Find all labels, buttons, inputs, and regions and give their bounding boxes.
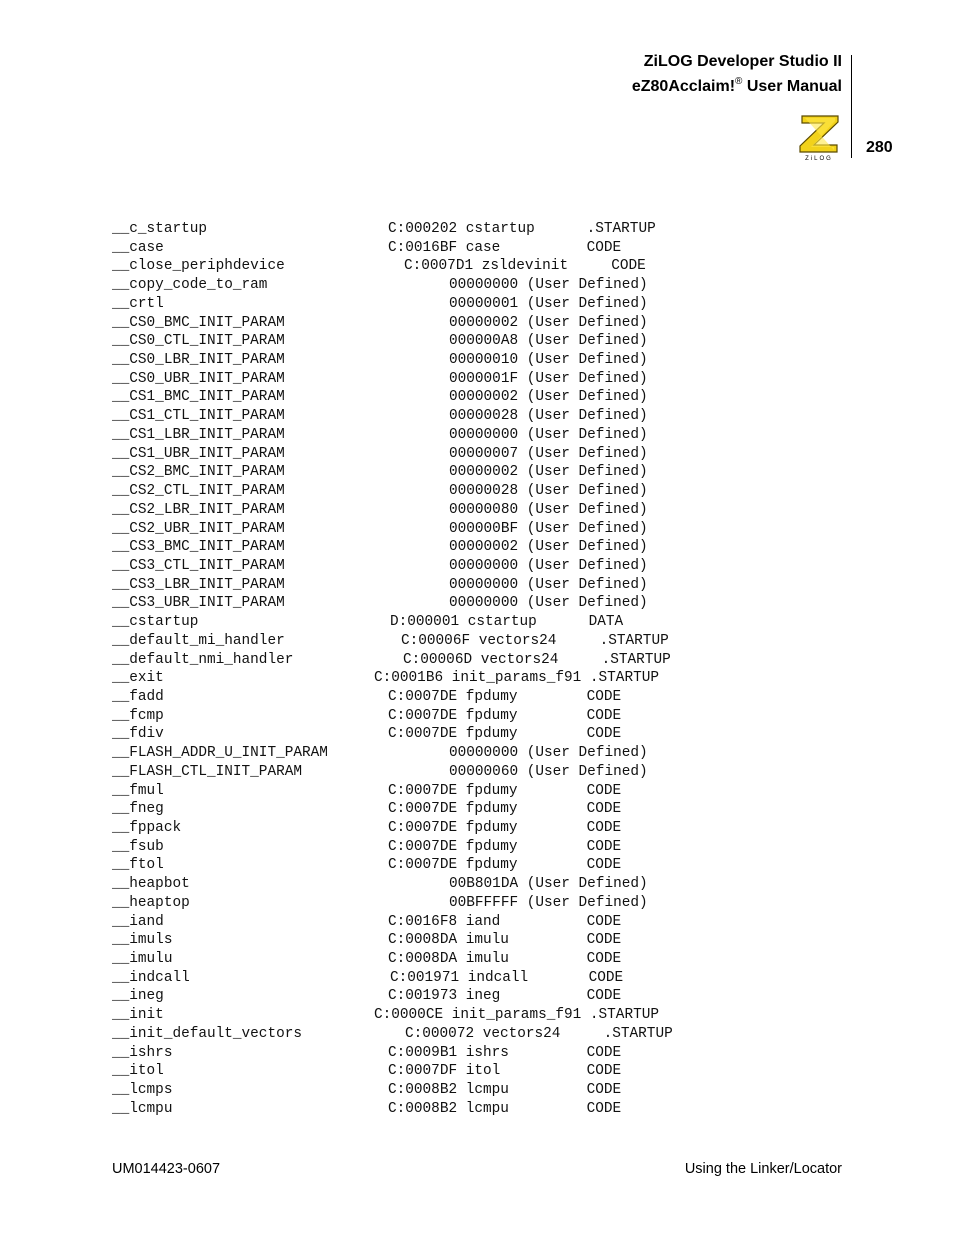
symbol-value: 00000007 (User Defined) xyxy=(449,445,648,462)
listing-row xyxy=(0,520,954,539)
symbol-name: __iand xyxy=(112,913,164,930)
symbol-name: __CS2_UBR_INIT_PARAM xyxy=(112,520,285,537)
symbol-value: C:0007DE fpdumy CODE xyxy=(388,782,622,799)
symbol-name: __CS0_UBR_INIT_PARAM xyxy=(112,370,285,387)
listing-row xyxy=(0,1025,954,1044)
symbol-name: __CS1_LBR_INIT_PARAM xyxy=(112,426,285,443)
symbol-value: 00000000 (User Defined) xyxy=(449,426,648,443)
symbol-value: C:001973 ineg CODE xyxy=(388,988,622,1005)
zilog-logo-icon xyxy=(796,113,842,161)
listing-row xyxy=(0,1044,954,1063)
symbol-value: 00000010 (User Defined) xyxy=(449,352,648,369)
listing-row xyxy=(0,295,954,314)
listing-row xyxy=(0,407,954,426)
listing-row xyxy=(0,1062,954,1081)
symbol-name: __CS2_BMC_INIT_PARAM xyxy=(112,464,285,481)
symbol-value: C:0016F8 iand CODE xyxy=(388,913,622,930)
symbol-name: __fsub xyxy=(112,838,164,855)
symbol-value: 00000000 (User Defined) xyxy=(449,595,648,612)
symbol-value: C:0007DE fpdumy CODE xyxy=(388,801,622,818)
listing-row xyxy=(0,875,954,894)
symbol-name: __copy_code_to_ram xyxy=(112,277,268,294)
listing-row xyxy=(0,632,954,651)
symbol-name: __FLASH_CTL_INIT_PARAM xyxy=(112,763,302,780)
symbol-value: D:000001 cstartup DATA xyxy=(390,614,624,631)
symbol-name: __fadd xyxy=(112,688,164,705)
symbol-value: C:0008DA imulu CODE xyxy=(388,951,622,968)
listing-row xyxy=(0,276,954,295)
symbol-value: C:0007DE fpdumy CODE xyxy=(388,857,622,874)
listing-row xyxy=(0,969,954,988)
listing-row xyxy=(0,576,954,595)
product-name: eZ80Acclaim! xyxy=(631,78,736,95)
listing-row xyxy=(0,688,954,707)
symbol-name: __CS0_LBR_INIT_PARAM xyxy=(112,352,285,369)
symbol-name: __c_startup xyxy=(112,221,207,237)
symbol-value: C:0007DE fpdumy CODE xyxy=(388,726,622,743)
listing-row xyxy=(0,594,954,613)
listing-row xyxy=(0,388,954,407)
symbol-value: 000000BF (User Defined) xyxy=(449,520,648,537)
symbol-name: __CS1_UBR_INIT_PARAM xyxy=(112,445,285,462)
symbol-value: C:0007DE fpdumy CODE xyxy=(388,820,622,836)
listing-row xyxy=(0,482,954,501)
symbol-name: __itol xyxy=(112,1063,164,1080)
symbol-name: __fneg xyxy=(112,801,164,818)
symbol-name: __CS3_LBR_INIT_PARAM xyxy=(112,576,285,593)
symbol-value: 00000028 (User Defined) xyxy=(449,483,648,500)
symbol-name: __default_nmi_handler xyxy=(112,651,294,668)
listing-row xyxy=(0,239,954,258)
symbol-value: 00000060 (User Defined) xyxy=(449,763,648,780)
listing-row xyxy=(0,1006,954,1025)
listing-row xyxy=(0,501,954,520)
symbol-value: C:00006D vectors24 .STARTUP xyxy=(403,651,671,668)
document-header xyxy=(632,52,842,97)
listing-row xyxy=(0,782,954,801)
symbol-value: C:0009B1 ishrs CODE xyxy=(388,1044,622,1061)
symbol-name: __close_periphdevice xyxy=(112,258,285,275)
symbol-value: C:0008B2 lcmpu CODE xyxy=(388,1100,622,1117)
symbol-name: __cstartup xyxy=(112,614,199,631)
symbol-name: __case xyxy=(112,239,164,256)
listing-row xyxy=(0,220,954,239)
symbol-value: 0000001F (User Defined) xyxy=(449,370,648,387)
symbol-value: 00000000 (User Defined) xyxy=(449,557,648,574)
listing-row xyxy=(0,1100,954,1119)
listing-row xyxy=(0,707,954,726)
symbol-value: C:0007DE fpdumy CODE xyxy=(388,838,622,855)
symbol-name: __fcmp xyxy=(112,707,164,724)
symbol-value: 000000A8 (User Defined) xyxy=(449,333,648,350)
symbol-name: __fppack xyxy=(112,820,182,836)
symbol-value: 00000002 (User Defined) xyxy=(449,539,648,556)
symbol-name: __lcmpu xyxy=(112,1100,173,1117)
listing-row xyxy=(0,800,954,819)
symbol-name: __fmul xyxy=(112,782,164,799)
listing-row xyxy=(0,669,954,688)
symbol-value: 00000000 (User Defined) xyxy=(449,576,648,593)
symbol-value: 00000001 (User Defined) xyxy=(449,295,648,312)
manual-title-line1: ZiLOG Developer Studio II xyxy=(643,53,842,70)
symbol-name: __lcmps xyxy=(112,1082,173,1099)
symbol-value: C:000202 cstartup .STARTUP xyxy=(388,221,656,237)
symbol-value: C:0007DE fpdumy CODE xyxy=(388,688,622,705)
section-title: Using the Linker/Locator xyxy=(684,1161,842,1177)
symbol-value: 00000080 (User Defined) xyxy=(449,501,648,518)
symbol-value: C:0016BF case CODE xyxy=(388,239,622,256)
symbol-name: __ishrs xyxy=(112,1044,173,1061)
symbol-name: __CS3_BMC_INIT_PARAM xyxy=(112,539,285,556)
listing-row xyxy=(0,744,954,763)
symbol-value: C:00006F vectors24 .STARTUP xyxy=(401,632,669,649)
symbol-value: C:0008DA imulu CODE xyxy=(388,932,622,949)
listing-row xyxy=(0,370,954,389)
manual-title-line2 xyxy=(632,72,842,97)
symbol-name: __init_default_vectors xyxy=(112,1025,302,1042)
symbol-value: 00B801DA (User Defined) xyxy=(449,876,648,893)
listing-row xyxy=(0,763,954,782)
listing-row xyxy=(0,257,954,276)
symbol-value: 00000002 (User Defined) xyxy=(449,314,648,331)
symbol-name: __heaptop xyxy=(112,894,190,911)
listing-row xyxy=(0,856,954,875)
manual-type: User Manual xyxy=(742,78,842,95)
listing-row xyxy=(0,913,954,932)
listing-row xyxy=(0,725,954,744)
symbol-name: __imulu xyxy=(112,951,173,968)
listing-row xyxy=(0,351,954,370)
listing-row xyxy=(0,613,954,632)
symbol-listing xyxy=(0,220,954,1119)
listing-row xyxy=(0,314,954,333)
symbol-value: C:0008B2 lcmpu CODE xyxy=(388,1082,622,1099)
listing-row xyxy=(0,931,954,950)
symbol-value: 00000000 (User Defined) xyxy=(449,277,648,294)
page-number: 280 xyxy=(866,139,893,156)
symbol-name: __CS1_CTL_INIT_PARAM xyxy=(112,408,285,425)
symbol-value: C:000072 vectors24 .STARTUP xyxy=(405,1025,673,1042)
symbol-value: C:001971 indcall CODE xyxy=(390,969,624,986)
header-divider xyxy=(851,55,852,158)
listing-row xyxy=(0,426,954,445)
symbol-name: __fdiv xyxy=(112,726,164,743)
symbol-name: __CS3_UBR_INIT_PARAM xyxy=(112,595,285,612)
symbol-value: C:0000CE init_params_f91 .STARTUP xyxy=(374,1007,659,1024)
symbol-value: C:0007DF itol CODE xyxy=(388,1063,622,1080)
symbol-name: __ftol xyxy=(112,857,164,874)
listing-row xyxy=(0,445,954,464)
symbol-value: C:0001B6 init_params_f91 .STARTUP xyxy=(374,670,659,687)
listing-row xyxy=(0,463,954,482)
symbol-name: __init xyxy=(112,1007,164,1024)
symbol-value: 00000028 (User Defined) xyxy=(449,408,648,425)
symbol-name: __imuls xyxy=(112,932,173,949)
logo-text: ZiLOG xyxy=(805,156,833,161)
symbol-name: __CS2_CTL_INIT_PARAM xyxy=(112,483,285,500)
listing-row xyxy=(0,950,954,969)
listing-row xyxy=(0,987,954,1006)
listing-row xyxy=(0,651,954,670)
symbol-name: __FLASH_ADDR_U_INIT_PARAM xyxy=(112,745,328,762)
symbol-name: __indcall xyxy=(112,969,190,986)
symbol-name: __CS2_LBR_INIT_PARAM xyxy=(112,501,285,518)
listing-row xyxy=(0,819,954,838)
listing-row xyxy=(0,1081,954,1100)
symbol-value: C:0007D1 zsldevinit CODE xyxy=(404,258,646,275)
symbol-name: __CS3_CTL_INIT_PARAM xyxy=(112,557,285,574)
listing-row xyxy=(0,557,954,576)
symbol-value: 00000000 (User Defined) xyxy=(449,745,648,762)
listing-row xyxy=(0,838,954,857)
symbol-name: __ineg xyxy=(112,988,164,1005)
listing-row xyxy=(0,894,954,913)
symbol-name: __heapbot xyxy=(112,876,190,893)
registered-mark: ® xyxy=(735,76,743,87)
symbol-value: 00000002 (User Defined) xyxy=(449,389,648,406)
symbol-name: __default_mi_handler xyxy=(112,632,285,649)
symbol-name: __crtl xyxy=(112,295,164,312)
listing-row xyxy=(0,332,954,351)
symbol-value: 00000002 (User Defined) xyxy=(449,464,648,481)
symbol-value: 00BFFFFF (User Defined) xyxy=(449,894,648,911)
symbol-name: __CS0_CTL_INIT_PARAM xyxy=(112,333,285,350)
symbol-name: __CS1_BMC_INIT_PARAM xyxy=(112,389,285,406)
document-id: UM014423-0607 xyxy=(112,1161,221,1177)
symbol-name: __exit xyxy=(112,670,164,687)
listing-row xyxy=(0,538,954,557)
symbol-value: C:0007DE fpdumy CODE xyxy=(388,707,622,724)
symbol-name: __CS0_BMC_INIT_PARAM xyxy=(112,314,285,331)
